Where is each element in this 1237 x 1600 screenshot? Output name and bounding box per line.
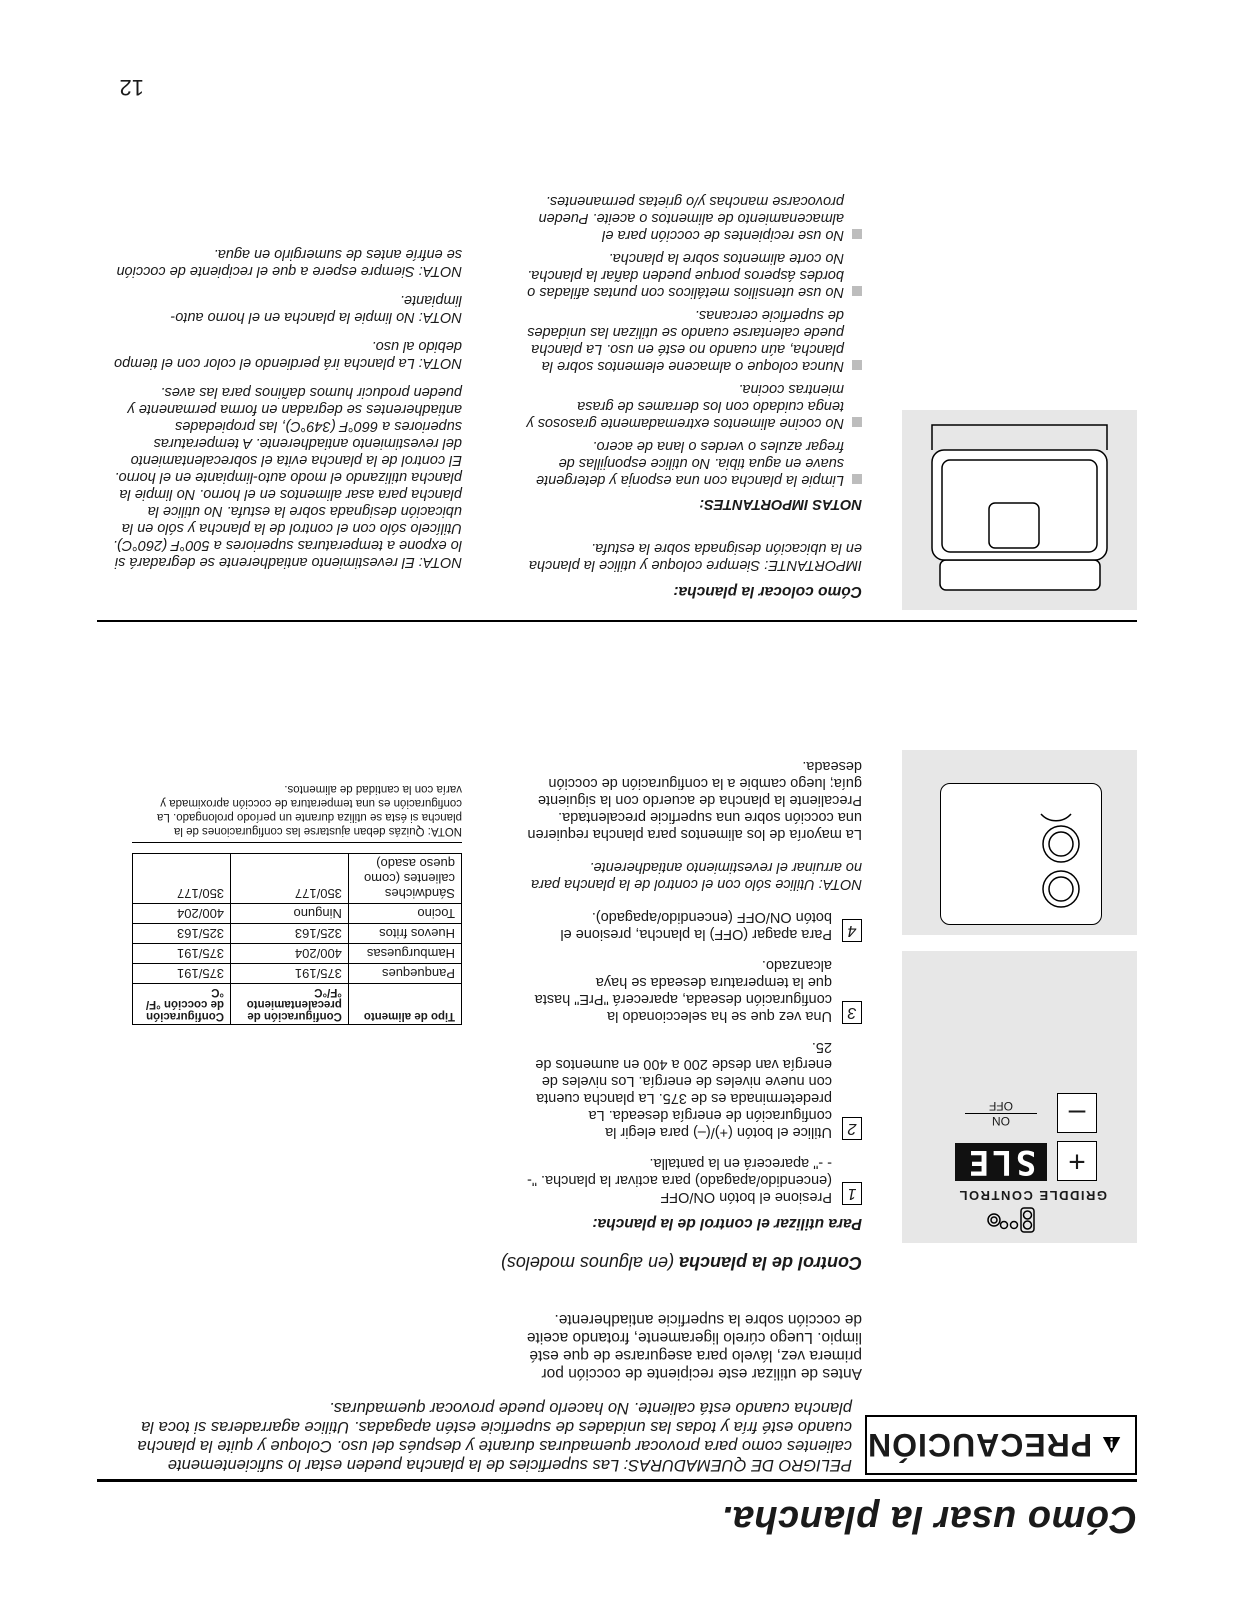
bullet-text: No cocine alimentos extremadamente grasosos y tenga cuidado con los derrames de grasa mientras cocina. bbox=[526, 381, 844, 431]
bullet-text: Nunca coloque o almacene elementos sobre la plancha, aún cuando no esté en uso. La plancha puede calentarse cuando se utilizan las unidades de superficie cercanas. bbox=[527, 307, 844, 374]
bullet-item bbox=[522, 306, 862, 374]
notes-heading: NOTAS IMPORTANTES: bbox=[699, 496, 862, 512]
caution-word: PRECAUCIÓN bbox=[867, 1427, 1093, 1464]
control-panel-label: GRIDDLE CONTROL bbox=[958, 1188, 1107, 1203]
control-subheading: Para utilizar el control de la plancha: bbox=[592, 1215, 862, 1232]
control-panel-illustration bbox=[902, 951, 1137, 1243]
page-title: Cómo usar la plancha. bbox=[721, 1498, 1137, 1540]
note-2: NOTA: La plancha irá perdiendo el color con el tiempo debido al uso. bbox=[114, 338, 462, 371]
page-number: 12 bbox=[119, 75, 144, 100]
caution-text: PELIGRO DE QUEMADURAS: Las superficies de la plancha pueden estar lo suficientemente calientes como para provocar quemaduras durante y después del uso. Coloque y quite la plancha cuando esté fría y todas las unidades de superficie estén apagadas. Utilice agarraderas si toca la plancha cuando está caliente. No hacerlo puede provocar quemaduras. bbox=[137, 1399, 852, 1474]
table-cell: 350/177 bbox=[231, 854, 349, 904]
bullet-square-icon bbox=[852, 229, 862, 239]
table-cell: 325/163 bbox=[231, 924, 349, 944]
temperature-display: SLE bbox=[955, 1143, 1047, 1181]
preheat-table bbox=[132, 853, 462, 1025]
step-2 bbox=[522, 1038, 862, 1140]
table-cell: Ninguno bbox=[231, 904, 349, 924]
table-row bbox=[133, 964, 462, 984]
table-cell: Panqueques bbox=[348, 964, 461, 984]
step-text: Para apagar (OFF) la plancha, presione el botón ON/OFF (encendido/apagado). bbox=[560, 909, 832, 942]
table-note: NOTA: Quizás deban ajustarse las configuraciones de la plancha si ésta se utiliza durante un período prolongado. La configuración es una temperatura de cocción aproximada y varía con la cantidad de alimentos. bbox=[132, 782, 462, 843]
bullet-square-icon bbox=[852, 474, 862, 484]
table-cell: 400/204 bbox=[133, 904, 231, 924]
control-heading bbox=[142, 1252, 862, 1273]
step-number: 4 bbox=[842, 919, 862, 942]
table-cell: 375/191 bbox=[133, 964, 231, 984]
table-cell: 375/191 bbox=[231, 964, 349, 984]
step-text: Utilice el botón (+)/(–) para elegir la configuración de energía deseada. La predeterminada es de 375. La plancha cuenta con nueve niveles de energía. Los niveles de energía van desde 200 a 400 en aumentos de 25. bbox=[535, 1039, 832, 1140]
step-1 bbox=[522, 1154, 862, 1205]
cooktop-outline bbox=[940, 783, 1102, 925]
on-label: ON bbox=[965, 1113, 1037, 1128]
table-cell: 350/177 bbox=[133, 854, 231, 904]
table-cell: 325/163 bbox=[133, 924, 231, 944]
bullet-square-icon bbox=[852, 360, 862, 370]
off-label: OFF bbox=[989, 1099, 1013, 1113]
step-number: 1 bbox=[842, 1182, 862, 1205]
table-row bbox=[133, 944, 462, 964]
bullet-item bbox=[522, 380, 862, 431]
control-note: NOTA: Utilice sólo con el control de la plancha para no arruinar el revestimiento antiadherente. bbox=[531, 859, 862, 892]
table-row bbox=[133, 924, 462, 944]
control-heading-text: Control de la plancha bbox=[678, 1253, 862, 1273]
section-rule bbox=[97, 620, 1137, 622]
plus-button[interactable]: + bbox=[1057, 1141, 1097, 1181]
intro-text: Antes de utilizar este recipiente de cocción por primera vez, lávelo para asegurarse de que esté limpio. Luego cúrelo ligeramente, frotando aceite de cocción sobre la superficie antiadherente. bbox=[526, 1311, 862, 1382]
note-3: NOTA: No limpie la plancha en el horno auto-limpiante. bbox=[170, 292, 462, 325]
bullet-item bbox=[522, 437, 862, 488]
table-header: Configuración de cocción °F/°C bbox=[133, 984, 231, 1025]
steps-list bbox=[522, 757, 862, 1205]
note-1: NOTA: El revestimiento antiadherente se degradará si lo expone a temperaturas superiores a 500°F (260°C). Utilícelo sólo con el control de la plancha y sólo en la ubicación designada sobre la estufa. No utilice la plancha para asar alimentos en el horno. No limpie la plancha utilizando el modo auto-limpiante en el horno. El control de la plancha evita el sobrecalentamiento del revestimiento antiadherente. A temperaturas superiores a 660°F (349°C), las propiedades antiadherentes se degradan en forma permanente y pueden producir humos dañinos para las aves. bbox=[112, 384, 462, 570]
table-cell: 375/191 bbox=[133, 944, 231, 964]
burner-rings-icon bbox=[941, 784, 1101, 924]
preheat-text: La mayoría de los alimentos para plancha requieren una cocción sobre una superficie precalentada. Precaliente la plancha de acuerdo con la siguiente guía; luego cambie a la configuración de cocción deseada. bbox=[527, 758, 862, 842]
griddle-icon bbox=[902, 410, 1137, 610]
step-text: Presione el botón ON/OFF (encendido/apagado) para activar la plancha. "- - -" aparecerá en la pantalla. bbox=[526, 1155, 832, 1205]
placement-right-notes bbox=[112, 245, 462, 570]
table-cell: Sándwiches calientes (como queso asado) bbox=[348, 854, 461, 904]
placement-heading: Cómo colocar la plancha: bbox=[673, 583, 862, 600]
step-3 bbox=[522, 956, 862, 1024]
minus-button[interactable]: – bbox=[1057, 1093, 1097, 1133]
table-row bbox=[133, 854, 462, 904]
bullet-item bbox=[522, 249, 862, 300]
table-header: Tipo de alimento bbox=[348, 984, 461, 1025]
table-row bbox=[133, 904, 462, 924]
step-text: Una vez que se ha seleccionado la configuración deseada, aparecerá "PrE" hasta que la temperatura deseada se haya alcanzado. bbox=[534, 957, 832, 1024]
griddle-illustration bbox=[902, 410, 1137, 610]
step-4 bbox=[522, 908, 862, 942]
burner-icon bbox=[985, 1207, 1035, 1233]
warning-icon bbox=[1102, 1433, 1121, 1457]
placement-important-text: IMPORTANTE: Siempre coloque y utilice la plancha en la ubicación designada sobre la estufa. bbox=[528, 540, 862, 573]
control-heading-note: (en algunos modelos) bbox=[500, 1253, 674, 1273]
table-header: Configuración de precalentamiento °F/°C bbox=[231, 984, 349, 1025]
table-cell: Hamburguesas bbox=[348, 944, 461, 964]
table-cell: Tocino bbox=[348, 904, 461, 924]
placement-important bbox=[522, 539, 862, 573]
bullet-item bbox=[522, 192, 862, 243]
title-rule bbox=[97, 1479, 1137, 1482]
table-cell: 400/204 bbox=[231, 944, 349, 964]
placement-bullets bbox=[522, 186, 862, 488]
table-cell: Huevos fritos bbox=[348, 924, 461, 944]
note-4: NOTA: Siempre espere a que el recipiente de cocción se enfríe antes de sumergirlo en agua. bbox=[116, 246, 462, 279]
bullet-square-icon bbox=[852, 286, 862, 296]
knobs-illustration bbox=[902, 750, 1137, 935]
caution-box bbox=[865, 1415, 1137, 1475]
bullet-text: Limpie la plancha con una esponja y detergente suave en agua tibia. No utilice esponjillas de fregar azules o verdes o lana de acero. bbox=[536, 438, 844, 488]
step-number: 3 bbox=[842, 1001, 862, 1024]
preheat-table-wrap bbox=[132, 782, 462, 1025]
bullet-square-icon bbox=[852, 417, 862, 427]
on-off-button[interactable] bbox=[965, 1098, 1037, 1128]
step-number: 2 bbox=[842, 1117, 862, 1140]
bullet-text: No use recipientes de cocción para el almacenamiento de alimentos o aceite. Pueden provocarse manchas y/o grietas permanentes. bbox=[538, 193, 844, 243]
bullet-text: No use utensilios metálicos con puntas afiladas o bordes ásperos porque pueden dañar la plancha. No corte alimentos sobre la plancha. bbox=[527, 250, 844, 300]
table-header-row bbox=[133, 984, 462, 1025]
